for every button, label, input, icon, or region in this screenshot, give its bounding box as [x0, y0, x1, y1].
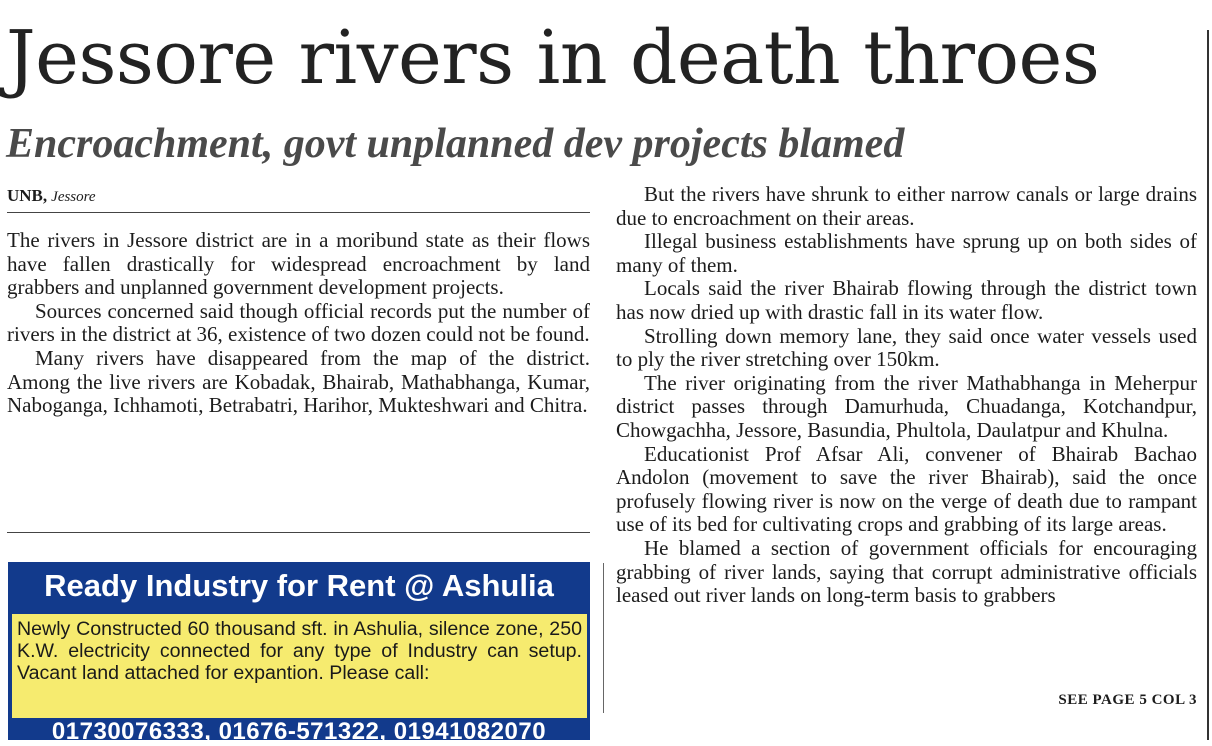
- ad-title: Ready Industry for Rent @ Ashulia: [44, 568, 554, 603]
- right-column-rule: [1207, 30, 1209, 740]
- article-paragraph: Illegal business establishments have sprung up on both sides of many of them.: [616, 229, 1197, 277]
- article-paragraph: Educationist Prof Afsar Ali, convener of Bhairab Bachao Andolon (movement to save the river Bhairab), said the once profusely flowing river is now on the verge of death due to rampant use of its bed for cultivating crops and grabbing of its large areas.: [616, 441, 1197, 537]
- column-divider: [603, 563, 604, 713]
- ad-body: Newly Constructed 60 thousand sft. in Ashulia, silence zone, 250 K.W. electricity connected for any type of Industry can setup. Vacant land attached for expantion. Please call:: [12, 614, 587, 718]
- article-right-column: [616, 183, 1197, 608]
- article-paragraph: Many rivers have disappeared from the map of the district. Among the live rivers are Kobadak, Bhairab, Mathabhanga, Kumar, Naboganga, Ichhamoti, Betrabatri, Harihor, Mukteshwari and Chitra.: [7, 345, 590, 418]
- article-paragraph: The river originating from the river Mathabhanga in Meherpur district passes through Damurhuda, Chuadanga, Kotchandpur, Chowgachha, Jessore, Basundia, Phultola, Daulatpur and Khulna.: [616, 370, 1197, 442]
- article-paragraph: The rivers in Jessore district are in a moribund state as their flows have fallen drastically for widespread encroachment by land grabbers and unplanned government development projects.: [7, 228, 590, 300]
- byline-agency: UNB,: [7, 186, 48, 205]
- continuation-note: SEE PAGE 5 COL 3: [1058, 692, 1197, 708]
- article-paragraph: But the rivers have shrunk to either narrow canals or large drains due to encroachment on their areas.: [616, 182, 1197, 230]
- article-paragraph: Sources concerned said though official records put the number of rivers in the district at 36, existence of two dozen could not be found.: [7, 298, 590, 347]
- article-paragraph: He blamed a section of government officials for encouraging grabbing of river lands, saying that corrupt administrative officials leased out river lands on long-term basis to grabbers: [616, 535, 1197, 608]
- article-end-rule: [7, 532, 590, 533]
- headline: Jessore rivers in death throes: [6, 15, 1100, 101]
- rent-advertisement: [8, 562, 590, 745]
- article-left-column: [7, 229, 590, 418]
- byline-place: Jessore: [51, 189, 96, 205]
- byline: [7, 186, 96, 207]
- article-paragraph: Strolling down memory lane, they said once water vessels used to ply the river stretching over 150km.: [616, 323, 1197, 372]
- ad-phone-numbers: 01730076333, 01676-571322, 01941082070: [51, 718, 547, 745]
- subheadline: Encroachment, govt unplanned dev projects blamed: [6, 121, 905, 167]
- byline-rule: [7, 212, 590, 213]
- article-paragraph: Locals said the river Bhairab flowing through the district town has now dried up with drastic fall in its water flow.: [616, 276, 1197, 324]
